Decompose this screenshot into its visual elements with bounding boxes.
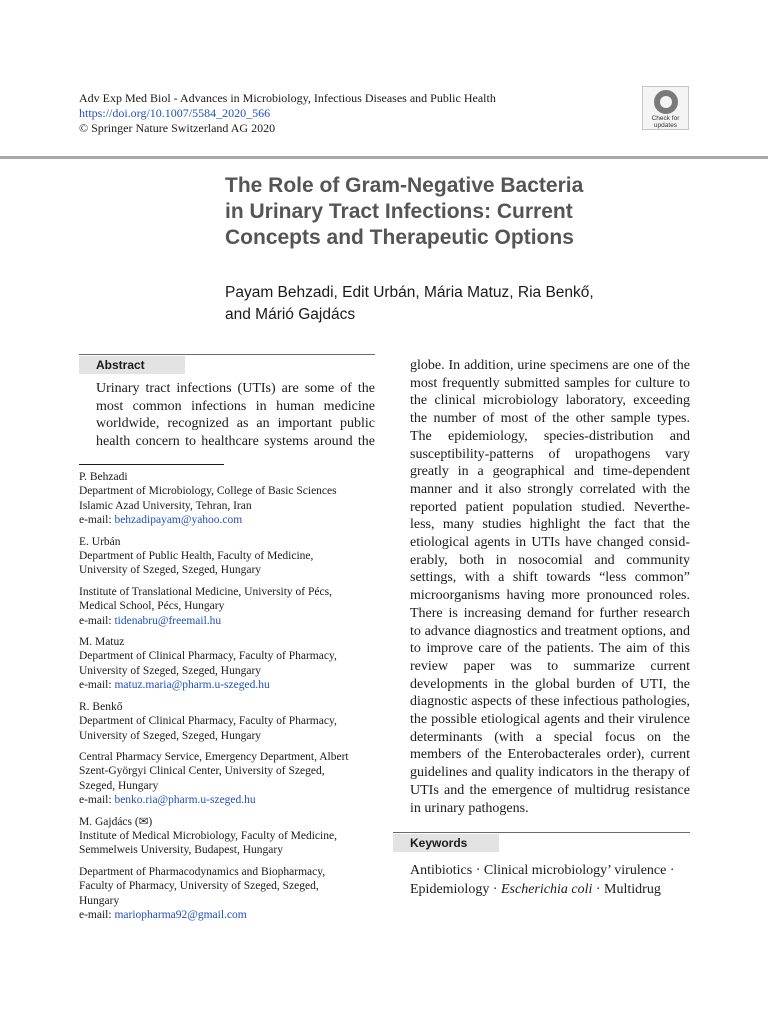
check-for-updates-icon bbox=[654, 90, 678, 114]
affiliation-line: Central Pharmacy Service, Emergency Department, Albert bbox=[79, 750, 349, 763]
author-list bbox=[225, 282, 745, 326]
email-label: e-mail: bbox=[79, 514, 115, 527]
affiliation-line: Medical School, Pécs, Hungary bbox=[79, 600, 225, 613]
email-link[interactable]: mariopharma92@gmail.com bbox=[114, 908, 247, 921]
keywords-list bbox=[410, 862, 700, 899]
affiliation-block bbox=[79, 865, 379, 923]
title-line: The Role of Gram-Negative Bacteria bbox=[225, 174, 584, 197]
affiliation-line: Department of Microbiology, College of Basic Sciences bbox=[79, 485, 337, 498]
email-label: e-mail: bbox=[79, 679, 115, 692]
abstract-text-col2: globe. In addition, urine specimens are one of the most frequently submitted samples for culture to the clinical microbiology laboratory, exceeding the number of most of the other sample types. The epidemiology, species-distribution and susceptibility-patterns of uropathogens vary greatly in a geographical and time-dependent manner and it also strongly correlated with the reported patient population studied. Neverthe-less, many studies highlight the fact that the etiological agents in UTIs have changed consid-erably, both in nosocomial and community settings, with a shift towards “less common” microorganisms having more pronounced roles. There is increasing demand for further research to advance diagnostics and treatment options, and to improve care of the patients. The aim of this review paper was to summarize current developments in the global burden of UTI, the diagnostic aspects of these infectious pathologies, the possible etiological agents and their virulence determinants (with a special focus on the members of the Enterobacterales order), current guidelines and quality indicators in the therapy of UTIs and the emergence of multidrug resistance in urinary pathogens. bbox=[410, 358, 690, 816]
journal-name: Adv Exp Med Biol - Advances in Microbiology, Infectious Diseases and Public Health bbox=[79, 91, 496, 105]
email-link[interactable]: tidenabru@freemail.hu bbox=[114, 614, 222, 627]
keyword-text: Epidemiology · bbox=[410, 881, 501, 897]
check-for-updates-badge[interactable] bbox=[642, 86, 689, 130]
keywords-line bbox=[410, 881, 700, 900]
affiliation-block bbox=[79, 635, 379, 693]
abstract-rule bbox=[79, 354, 375, 355]
abstract-line: health concern to healthcare systems around the bbox=[96, 434, 375, 450]
keyword-italic: Escherichia coli bbox=[501, 881, 593, 897]
affiliation-block bbox=[79, 815, 379, 858]
keywords-rule bbox=[393, 832, 690, 833]
email-link[interactable]: matuz.maria@pharm.u-szeged.hu bbox=[114, 679, 270, 692]
author-line: Payam Behzadi, Edit Urbán, Mária Matuz, Ria Benkő, bbox=[225, 284, 594, 301]
affiliation-line: Faculty of Pharmacy, University of Szeged, Szeged, bbox=[79, 880, 319, 893]
abstract-text-col1 bbox=[96, 380, 375, 451]
affiliation-line: University of Szeged, Szeged, Hungary bbox=[79, 729, 262, 742]
check-for-updates-label: Check for updates bbox=[651, 115, 680, 129]
copyright-line: © Springer Nature Switzerland AG 2020 bbox=[79, 121, 276, 135]
affiliations bbox=[79, 470, 379, 929]
affiliation-line: Department of Clinical Pharmacy, Faculty of Pharmacy, bbox=[79, 715, 337, 728]
affiliation-line: M. Matuz bbox=[79, 636, 125, 649]
title-line: in Urinary Tract Infections: Current bbox=[225, 200, 573, 223]
affiliation-line: Department of Public Health, Faculty of Medicine, bbox=[79, 550, 314, 563]
header-rule bbox=[0, 156, 768, 159]
keywords-line: Antibiotics · Clinical microbiology’ virulence · bbox=[410, 863, 675, 878]
email-label: e-mail: bbox=[79, 794, 115, 807]
affiliation-line: Department of Pharmacodynamics and Biopharmacy, bbox=[79, 865, 326, 878]
affiliation-line: Szeged, Hungary bbox=[79, 779, 159, 792]
affiliation-line: M. Gajdács (✉) bbox=[79, 815, 153, 828]
email-link[interactable]: benko.ria@pharm.u-szeged.hu bbox=[114, 794, 256, 807]
affiliation-line: Department of Clinical Pharmacy, Faculty of Pharmacy, bbox=[79, 650, 337, 663]
affiliation-block bbox=[79, 700, 379, 743]
keyword-text: · Multidrug bbox=[592, 881, 661, 897]
affiliation-block bbox=[79, 535, 379, 578]
affiliation-line: E. Urbán bbox=[79, 535, 121, 548]
affiliation-block bbox=[79, 470, 379, 528]
email-label: e-mail: bbox=[79, 614, 115, 627]
abstract-heading: Abstract bbox=[79, 356, 185, 374]
email-link[interactable]: behzadipayam@yahoo.com bbox=[114, 514, 243, 527]
affiliation-block bbox=[79, 585, 379, 628]
doi-link[interactable]: https://doi.org/10.1007/5584_2020_566 bbox=[79, 106, 271, 120]
article-title bbox=[225, 173, 745, 251]
email-label: e-mail: bbox=[79, 908, 115, 921]
affiliation-line: University of Szeged, Szeged, Hungary bbox=[79, 664, 262, 677]
affiliation-line: R. Benkő bbox=[79, 700, 123, 713]
affiliation-line: Institute of Medical Microbiology, Faculty of Medicine, bbox=[79, 829, 337, 842]
running-header bbox=[79, 91, 496, 136]
affiliation-line: P. Behzadi bbox=[79, 471, 128, 483]
affiliation-line: Semmelweis University, Budapest, Hungary bbox=[79, 844, 283, 857]
affiliation-line: Hungary bbox=[79, 894, 120, 907]
affiliation-line: Institute of Translational Medicine, University of Pécs, bbox=[79, 585, 332, 598]
affiliation-line: Szent-Györgyi Clinical Center, University of Szeged, bbox=[79, 765, 325, 778]
title-line: Concepts and Therapeutic Options bbox=[225, 226, 574, 249]
author-line: and Márió Gajdács bbox=[225, 306, 356, 323]
keywords-heading: Keywords bbox=[393, 834, 499, 852]
affiliation-line: Islamic Azad University, Tehran, Iran bbox=[79, 499, 252, 512]
footnote-rule bbox=[79, 464, 224, 465]
abstract-line: worldwide, recognized as an important public bbox=[96, 416, 375, 432]
affiliation-line: University of Szeged, Szeged, Hungary bbox=[79, 564, 262, 577]
abstract-line: most common infections in human medicine bbox=[96, 398, 375, 414]
affiliation-block bbox=[79, 750, 379, 808]
abstract-line: Urinary tract infections (UTIs) are some of the bbox=[96, 381, 375, 396]
